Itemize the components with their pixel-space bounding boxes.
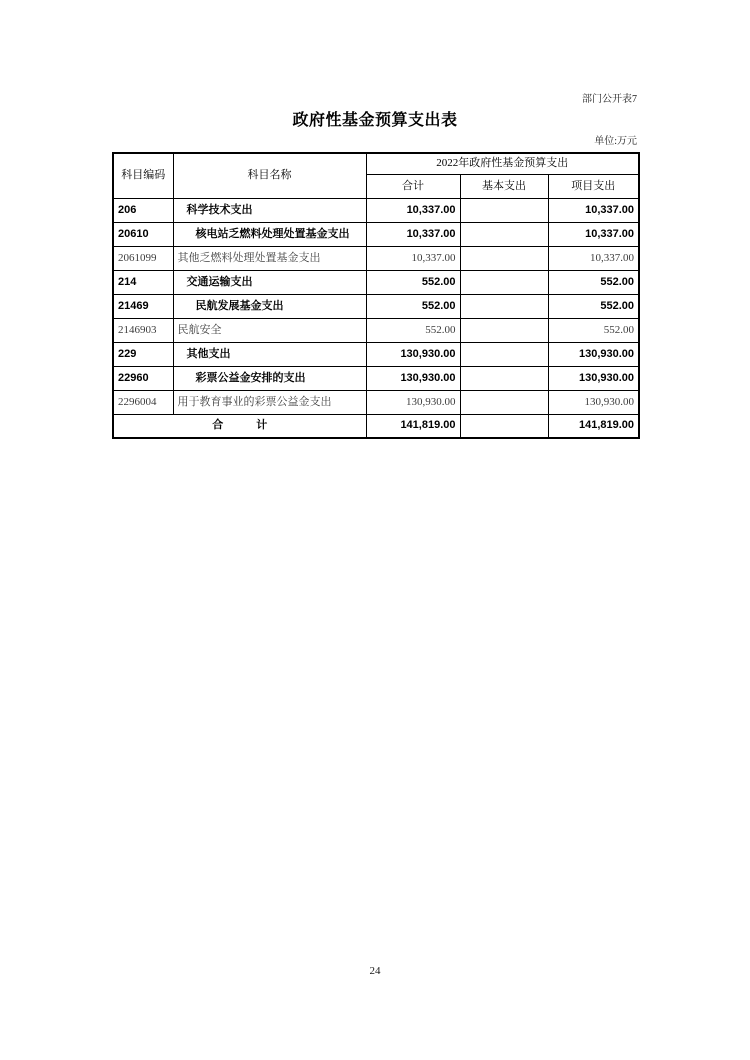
- code-cell: 2296004: [113, 390, 173, 414]
- name-cell: 其他支出: [173, 342, 366, 366]
- amount-project-cell: 141,819.00: [548, 414, 639, 438]
- total-label-cell: 合 计: [113, 414, 366, 438]
- table-row: [113, 198, 639, 222]
- table-row: [113, 294, 639, 318]
- table-body: [113, 198, 639, 438]
- code-cell: 2061099: [113, 246, 173, 270]
- table-row: [113, 366, 639, 390]
- header-cell-code: 科目编码: [113, 153, 173, 198]
- header-cell-total: 合计: [366, 174, 460, 198]
- amount-total-cell: 130,930.00: [366, 342, 460, 366]
- amount-total-cell: 130,930.00: [366, 366, 460, 390]
- amount-basic-cell: [460, 318, 548, 342]
- table-row: [113, 270, 639, 294]
- table-row: [113, 342, 639, 366]
- header-cell-name: 科目名称: [173, 153, 366, 198]
- amount-project-cell: 10,337.00: [548, 198, 639, 222]
- name-cell: 民航发展基金支出: [173, 294, 366, 318]
- code-cell: 20610: [113, 222, 173, 246]
- header-cell-group: 2022年政府性基金预算支出: [366, 153, 639, 174]
- code-cell: 22960: [113, 366, 173, 390]
- total-row: [113, 414, 639, 438]
- amount-total-cell: 141,819.00: [366, 414, 460, 438]
- amount-basic-cell: [460, 414, 548, 438]
- amount-project-cell: 10,337.00: [548, 246, 639, 270]
- amount-basic-cell: [460, 198, 548, 222]
- code-cell: 229: [113, 342, 173, 366]
- amount-total-cell: 10,337.00: [366, 222, 460, 246]
- table-row: [113, 222, 639, 246]
- budget-table: [112, 152, 640, 439]
- name-cell: 彩票公益金安排的支出: [173, 366, 366, 390]
- amount-total-cell: 552.00: [366, 294, 460, 318]
- amount-project-cell: 552.00: [548, 294, 639, 318]
- name-cell: 其他乏燃料处理处置基金支出: [173, 246, 366, 270]
- amount-basic-cell: [460, 390, 548, 414]
- amount-total-cell: 10,337.00: [366, 246, 460, 270]
- name-cell: 用于教育事业的彩票公益金支出: [173, 390, 366, 414]
- amount-total-cell: 552.00: [366, 270, 460, 294]
- amount-project-cell: 552.00: [548, 318, 639, 342]
- name-cell: 核电站乏燃料处理处置基金支出: [173, 222, 366, 246]
- amount-project-cell: 130,930.00: [548, 342, 639, 366]
- unit-note: 单位:万元: [594, 136, 637, 147]
- table-row: [113, 390, 639, 414]
- amount-basic-cell: [460, 246, 548, 270]
- page-number: 24: [369, 965, 381, 977]
- amount-total-cell: 552.00: [366, 318, 460, 342]
- code-cell: 214: [113, 270, 173, 294]
- name-cell: 交通运输支出: [173, 270, 366, 294]
- name-cell: 民航安全: [173, 318, 366, 342]
- amount-basic-cell: [460, 222, 548, 246]
- amount-total-cell: 130,930.00: [366, 390, 460, 414]
- code-cell: 206: [113, 198, 173, 222]
- header-row-1: [113, 153, 639, 174]
- table-row: [113, 246, 639, 270]
- amount-project-cell: 130,930.00: [548, 390, 639, 414]
- amount-project-cell: 130,930.00: [548, 366, 639, 390]
- amount-basic-cell: [460, 270, 548, 294]
- amount-total-cell: 10,337.00: [366, 198, 460, 222]
- code-cell: 21469: [113, 294, 173, 318]
- header-cell-project: 项目支出: [548, 174, 639, 198]
- name-cell: 科学技术支出: [173, 198, 366, 222]
- amount-basic-cell: [460, 366, 548, 390]
- table-row: [113, 318, 639, 342]
- doc-label: 部门公开表7: [582, 94, 637, 105]
- header-cell-basic: 基本支出: [460, 174, 548, 198]
- amount-project-cell: 10,337.00: [548, 222, 639, 246]
- page-title: 政府性基金预算支出表: [292, 112, 458, 129]
- amount-basic-cell: [460, 342, 548, 366]
- amount-basic-cell: [460, 294, 548, 318]
- code-cell: 2146903: [113, 318, 173, 342]
- table-header: [113, 153, 639, 198]
- amount-project-cell: 552.00: [548, 270, 639, 294]
